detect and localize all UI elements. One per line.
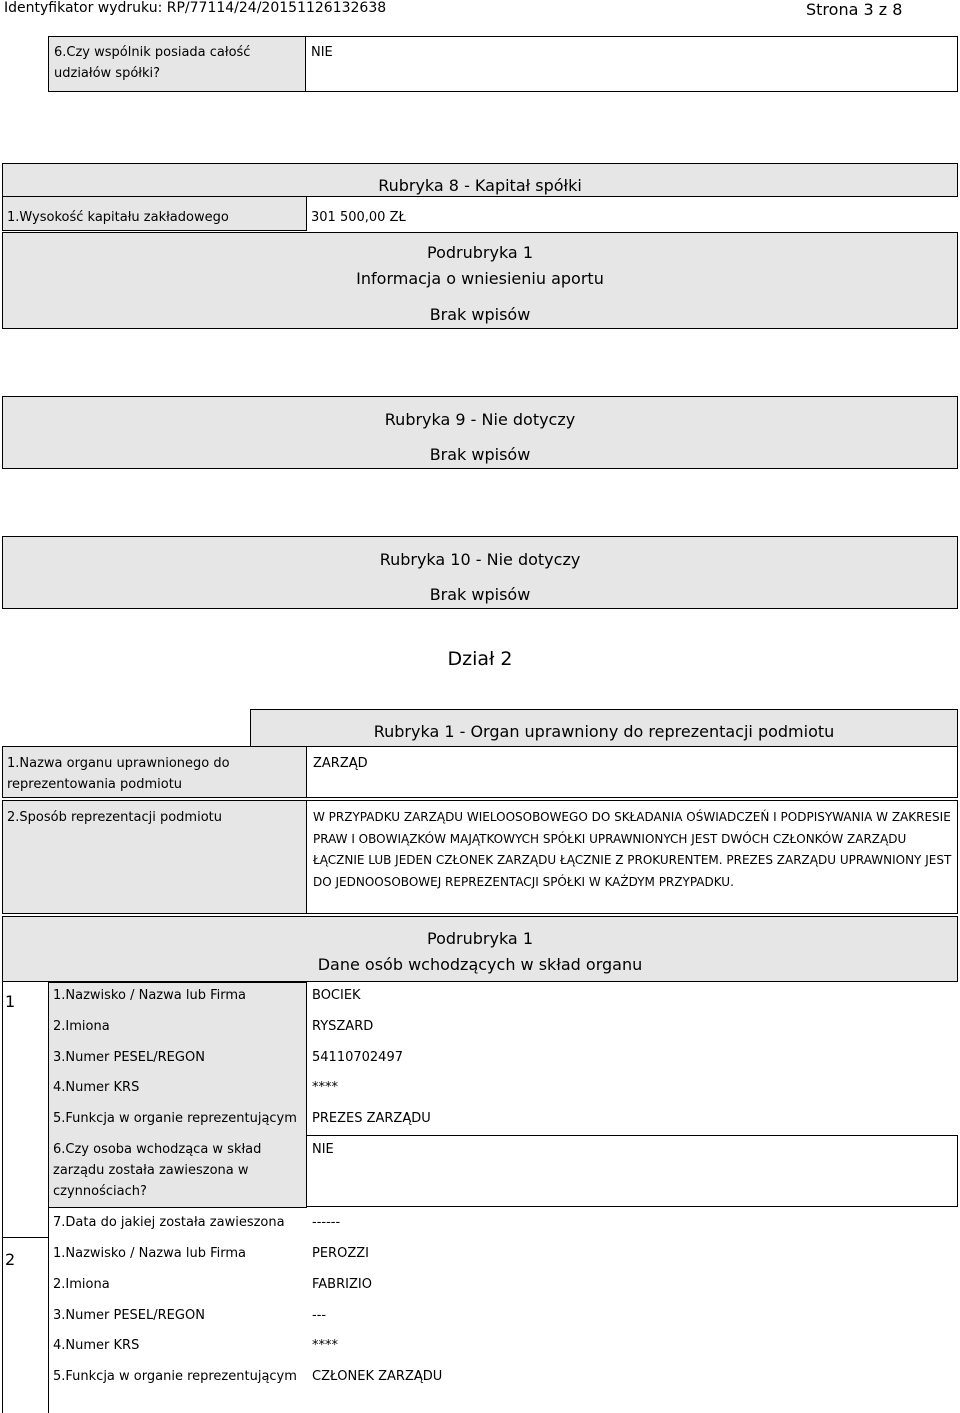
- rubryka8-header: [2, 163, 958, 197]
- rubryka8-sub-subtitle: Informacja o wniesieniu aportu: [356, 269, 604, 288]
- person2-function-label: 5.Funkcja w organie reprezentującym: [53, 1369, 297, 1384]
- print-identifier: Identyfikator wydruku: RP/77114/24/20151126132638: [4, 0, 387, 16]
- dzial2-rubryka1-title: Rubryka 1 - Organ uprawniony do reprezentacji podmiotu: [373, 722, 835, 741]
- person-number: 1: [5, 992, 16, 1011]
- person1-suspension-date-value: ------: [312, 1215, 341, 1230]
- person1-pesel-label: 3.Numer PESEL/REGON: [53, 1050, 205, 1065]
- person2-krs-value: ****: [312, 1338, 338, 1353]
- person2-krs-label: 4.Numer KRS: [53, 1338, 140, 1353]
- persons-sub-subtitle: Dane osób wchodzących w skład organu: [317, 955, 643, 974]
- person2-pesel-label: 3.Numer PESEL/REGON: [53, 1308, 205, 1323]
- person1-surname-label: 1.Nazwisko / Nazwa lub Firma: [53, 988, 246, 1003]
- person1-surname-value: BOCIEK: [312, 988, 361, 1003]
- person1-suspended-value: NIE: [312, 1142, 334, 1157]
- person2-names-label: 2.Imiona: [53, 1277, 110, 1292]
- persons-sub-title: Podrubryka 1: [427, 929, 533, 948]
- persons-left-border: [2, 982, 3, 1413]
- organ-value-cell: [306, 746, 958, 798]
- method-value-cell: [306, 800, 958, 914]
- person1-function-value: PREZES ZARZĄDU: [312, 1111, 431, 1126]
- person2-pesel-value: ---: [312, 1308, 327, 1323]
- person1-suspended-label: 6.Czy osoba wchodząca w skład zarządu została zawieszona w czynnościach?: [53, 1142, 262, 1199]
- dzial2-rubryka1-header: [250, 709, 958, 747]
- rubryka8-subheader: [2, 232, 958, 329]
- rubryka9-header: [2, 396, 958, 469]
- rubryka8-title: Rubryka 8 - Kapitał spółki: [378, 176, 582, 195]
- rubryka10-title: Rubryka 10 - Nie dotyczy: [379, 550, 581, 569]
- person1-pesel-value: 54110702497: [312, 1050, 403, 1065]
- person2-names-value: FABRIZIO: [312, 1277, 372, 1292]
- person-number: 2: [5, 1250, 16, 1269]
- person1-suspended-value-cell: [306, 1135, 958, 1207]
- organ-label: 1.Nazwa organu uprawnionego do reprezentowania podmiotu: [7, 756, 230, 792]
- person-separator: [2, 1237, 48, 1238]
- capital-label-cell: [2, 196, 307, 231]
- partner-label: 6.Czy wspólnik posiada całość udziałów spółki?: [54, 45, 251, 81]
- rubryka9-title: Rubryka 9 - Nie dotyczy: [384, 410, 576, 429]
- method-value: W PRZYPADKU ZARZĄDU WIELOOSOBOWEGO DO SKŁADANIA OŚWIADCZEŃ I PODPISYWANIA W ZAKRESIE PRAW I OBOWIĄZKÓW MAJĄTKOWYCH SPÓŁKI UPRAWNIONYCH JEST DWÓCH CZŁONKÓW ZARZĄDU ŁĄCZNIE LUB JEDEN CZŁONEK ZARZĄDU ŁĄCZNIE Z PROKURENTEM. PREZES ZARZĄDU UPRAWNIONY JEST DO JEDNOOSOBOWEJ REPREZENTACJI SPÓŁKI W KAŻDYM PRZYPADKU.: [313, 810, 952, 889]
- organ-value: ZARZĄD: [313, 756, 368, 771]
- person1-krs-value: ****: [312, 1080, 338, 1095]
- rubryka10-header: [2, 536, 958, 609]
- organ-label-cell: [2, 746, 307, 798]
- partner-value: NIE: [311, 45, 333, 60]
- person1-names-label: 2.Imiona: [53, 1019, 110, 1034]
- person1-function-label: 5.Funkcja w organie reprezentującym: [53, 1111, 297, 1126]
- rubryka10-empty: Brak wpisów: [429, 585, 531, 604]
- person2-function-value: CZŁONEK ZARZĄDU: [312, 1369, 443, 1384]
- rubryka9-empty: Brak wpisów: [429, 445, 531, 464]
- person2-surname-label: 1.Nazwisko / Nazwa lub Firma: [53, 1246, 246, 1261]
- capital-value: 301 500,00 ZŁ: [311, 210, 406, 225]
- person1-krs-label: 4.Numer KRS: [53, 1080, 140, 1095]
- method-label-cell: [2, 800, 307, 914]
- partner-row: [48, 36, 958, 92]
- person1-suspension-date-label: 7.Data do jakiej została zawieszona: [53, 1215, 285, 1230]
- capital-label: 1.Wysokość kapitału zakładowego: [7, 210, 229, 225]
- persons-subheader: [2, 916, 958, 982]
- rubryka8-sub-title: Podrubryka 1: [427, 243, 533, 262]
- person2-surname-value: PEROZZI: [312, 1246, 369, 1261]
- rubryka8-empty: Brak wpisów: [429, 305, 531, 324]
- page-indicator: Strona 3 z 8: [806, 0, 903, 19]
- method-label: 2.Sposób reprezentacji podmiotu: [7, 810, 222, 825]
- dzial2-title: Dział 2: [447, 648, 513, 670]
- person1-names-value: RYSZARD: [312, 1019, 374, 1034]
